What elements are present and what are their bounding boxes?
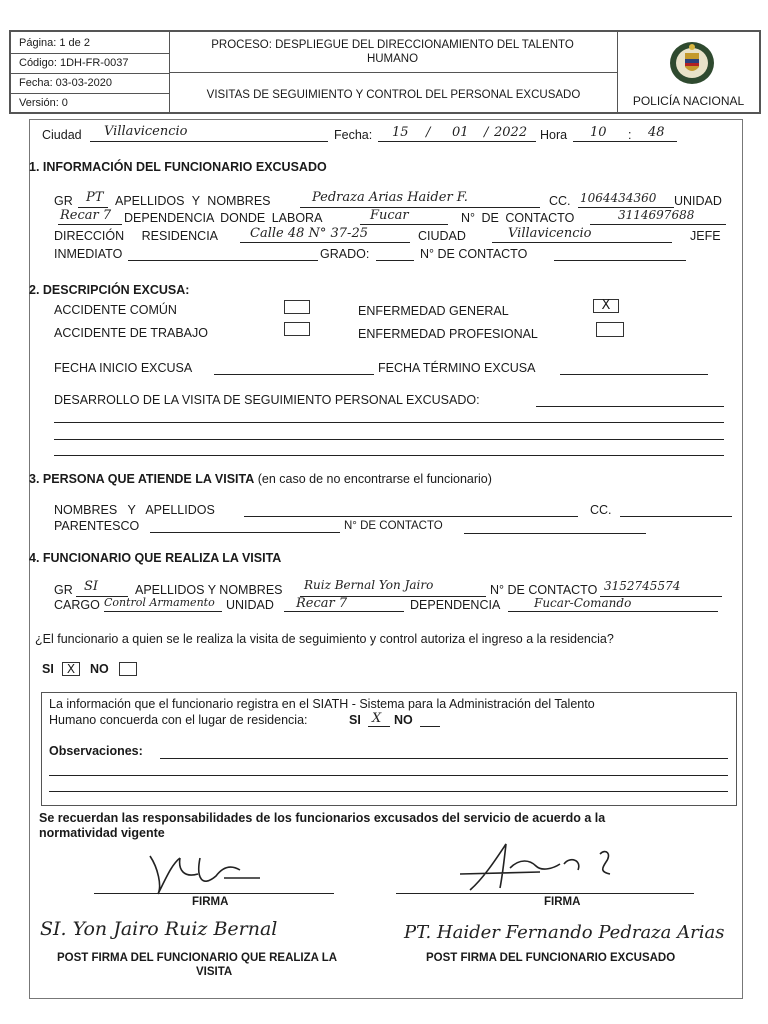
accidente-trabajo-label: ACCIDENTE DE TRABAJO (54, 326, 208, 340)
pagina-text: Página: 1 de 2 (19, 37, 90, 49)
institucion-text: POLICÍA NACIONAL (632, 94, 745, 108)
siath-no-label: NO (394, 713, 413, 727)
siath-si-label: SI (349, 713, 361, 727)
recuerdan-text-1: Se recuerdan las responsabilidades de los funcionarios excusados del servicio de acuerdo a la (39, 811, 606, 825)
accidente-comun-checkbox[interactable] (284, 300, 310, 314)
siath-text-1: La información que el funcionario registra en el SIATH - Sistema para la Administración del Talento (49, 697, 595, 711)
s4-nombres-value: Ruiz Bernal Yon Jairo (304, 578, 434, 592)
s1-dependencia-value: Fucar (370, 208, 409, 223)
fecha-label: Fecha: (334, 128, 373, 142)
section1-title: 1. INFORMACIÓN DEL FUNCIONARIO EXCUSADO (29, 160, 327, 174)
fecha-sep-2: / (484, 125, 489, 140)
s4-contacto-value: 3152745574 (604, 579, 681, 593)
hora-value: 10 (590, 125, 607, 140)
s4-no-label: NO (90, 662, 109, 676)
s1-gr-value: PT (86, 190, 104, 205)
s1-cc-label: CC. (549, 194, 571, 208)
fecha-anio: 2022 (494, 125, 528, 140)
s1-ciudad-value: Villavicencio (508, 226, 592, 241)
fecha-inicio-label: FECHA INICIO EXCUSA (54, 361, 193, 375)
s4-unidad-label: UNIDAD (226, 598, 274, 612)
handwritten-name-left: SI. Yon Jairo Ruiz Bernal (40, 918, 278, 940)
section3-title (29, 472, 492, 486)
firma-right-label: FIRMA (544, 896, 581, 908)
siath-text-2: Humano concuerda con el lugar de residencia: (49, 713, 308, 727)
s1-grado-label: GRADO: (320, 247, 370, 261)
post-firma-left-1: POST FIRMA DEL FUNCIONARIO QUE REALIZA LA (57, 952, 338, 964)
header-logo-cell (617, 31, 760, 113)
hora-label: Hora (540, 128, 568, 142)
observaciones-label: Observaciones: (49, 744, 143, 758)
s1-unidad-value: Recar 7 (60, 208, 112, 223)
s4-contacto-label: N° DE CONTACTO (490, 583, 598, 597)
s1-contacto-value: 3114697688 (618, 208, 695, 222)
s4-pregunta: ¿El funcionario a quien se le realiza la visita de seguimiento y control autoriza el ingreso a la residencia? (35, 632, 614, 646)
s1-contacto-label: N° DE CONTACTO (461, 211, 575, 225)
section4-title: 4. FUNCIONARIO QUE REALIZA LA VISITA (29, 551, 282, 565)
fecha-mes: 01 (452, 125, 469, 140)
enfermedad-profesional-label: ENFERMEDAD PROFESIONAL (358, 327, 538, 341)
s1-cc-value: 1064434360 (580, 191, 657, 205)
s1-direccion-value: Calle 48 N° 37-25 (250, 226, 368, 241)
signature-right-icon (450, 838, 630, 900)
post-firma-right: POST FIRMA DEL FUNCIONARIO EXCUSADO (426, 952, 676, 964)
s3-contacto-label: N° DE CONTACTO (344, 520, 443, 532)
section3-title-rest: (en caso de no encontrarse el funcionario) (257, 472, 492, 486)
policia-seal-icon (667, 39, 717, 87)
accidente-trabajo-checkbox[interactable] (284, 322, 310, 336)
handwritten-name-right: PT. Haider Fernando Pedraza Arias (404, 922, 725, 943)
header-title-cell (169, 31, 618, 113)
s4-no-checkbox[interactable] (119, 662, 137, 676)
section3-title-bold: 3. PERSONA QUE ATIENDE LA VISITA (29, 472, 255, 486)
s1-jefe-label: JEFE (690, 229, 721, 243)
header-meta-cell (10, 31, 170, 113)
section2-title: 2. DESCRIPCIÓN EXCUSA: (29, 283, 190, 297)
ciudad-label: Ciudad (42, 128, 82, 142)
s1-direccion-label: DIRECCIÓN RESIDENCIA (54, 229, 219, 243)
s3-cc-label: CC. (590, 503, 612, 517)
siath-si-mark[interactable]: X (372, 711, 382, 726)
accidente-comun-label: ACCIDENTE COMÚN (54, 303, 177, 317)
version-text: Versión: 0 (19, 97, 68, 109)
recuerdan-text-2: normatividad vigente (39, 826, 165, 840)
fecha-termino-label: FECHA TÉRMINO EXCUSA (378, 361, 536, 375)
s3-nombres-label: NOMBRES Y APELLIDOS (54, 503, 215, 517)
s4-unidad-value: Recar 7 (296, 596, 348, 611)
fecha-sep-1: / (426, 125, 431, 140)
desarrollo-label: DESARROLLO DE LA VISITA DE SEGUIMIENTO PERSONAL EXCUSADO: (54, 393, 480, 407)
s1-dependencia-label: DEPENDENCIA DONDE LABORA (124, 211, 323, 225)
s4-si-checkbox[interactable]: X (62, 662, 80, 676)
s4-cargo-value: Control Armamento (104, 596, 215, 609)
s4-cargo-label: CARGO (54, 598, 100, 612)
proceso-text: PROCESO: DESPLIEGUE DEL DIRECCIONAMIENTO DEL TALENTO HUMANO (211, 39, 574, 65)
ciudad-value: Villavicencio (104, 124, 188, 139)
signature-left-icon (140, 848, 270, 898)
s1-contacto2-label: N° DE CONTACTO (420, 247, 528, 261)
s1-gr-label: GR (54, 194, 73, 208)
s3-parentesco-label: PARENTESCO (54, 519, 140, 533)
fecha-dia: 15 (392, 125, 409, 140)
post-firma-left-2: VISITA (196, 966, 233, 978)
s4-nombres-label: APELLIDOS Y NOMBRES (135, 583, 283, 597)
s4-gr-label: GR (54, 583, 73, 597)
s1-nombres-label: APELLIDOS Y NOMBRES (115, 194, 271, 208)
s1-unidad-label: UNIDAD (674, 194, 722, 208)
s4-gr-value: SI (84, 579, 99, 594)
s1-inmediato-label: INMEDIATO (54, 247, 123, 261)
s1-ciudad-label: CIUDAD (418, 229, 466, 243)
minuto-value: 48 (648, 125, 665, 140)
codigo-text: Código: 1DH-FR-0037 (19, 57, 129, 69)
subtitulo-text: VISITAS DE SEGUIMIENTO Y CONTROL DEL PERSONAL EXCUSADO (206, 89, 581, 101)
s4-dependencia-value: Fucar-Comando (534, 596, 632, 610)
s4-dependencia-label: DEPENDENCIA (410, 598, 501, 612)
enfermedad-profesional-checkbox[interactable] (596, 322, 624, 337)
fecha-text: Fecha: 03-03-2020 (19, 77, 112, 89)
enfermedad-general-checkbox[interactable]: X (593, 299, 619, 313)
firma-left-label: FIRMA (192, 896, 229, 908)
header-table (9, 30, 761, 114)
s4-si-label: SI (42, 662, 54, 676)
hora-sep: : (628, 128, 632, 142)
s1-nombres-value: Pedraza Arias Haider F. (312, 190, 468, 205)
enfermedad-general-label: ENFERMEDAD GENERAL (358, 304, 509, 318)
